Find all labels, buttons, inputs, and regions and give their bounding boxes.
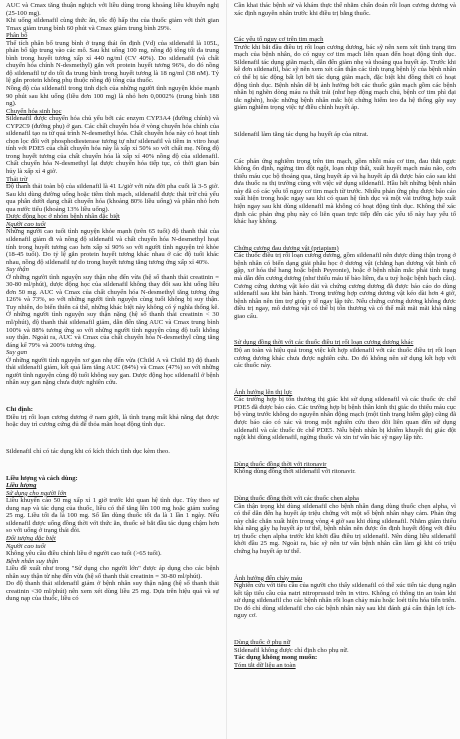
right-paragraph: Các trường hợp bị tổn thương thị giác khi sử dụng sildenafil và các thuốc ức chế PDE5 đã được báo cáo. Các trường hợp bị bệnh thần kinh thị giác do thiếu máu cục bộ vùng trước không do nguyên nhân động mạch (một tình trạng hiếm gặp) cũng đã được báo cáo có xác và trong một nghiên cứu theo dõi liên quan đến sử dụng sildenafil và các thuốc ức chế PDE5. Nếu bệnh nhân bị khiếm khuyết thị giác đột ngột khi dùng sildenafil, ngừng thuốc và xin tư vấn bác sỹ ngay lập tức. xyxy=(234,396,456,442)
right-spacer xyxy=(234,145,456,151)
right-paragraph: Trước khi bắt đầu điều trị rối loạn cương dương, bác sỹ nên xem xét tình trạng tim mạch của bệnh nhân, do có nguy cơ tim mạch liên quan đến hoạt động tình dục. Sildenafil tác dụng giãn mạch, dẫn đến giảm nhẹ và thoáng qua huyết áp. Trước khi kê đơn sildenafil, bác sỹ nên xem xét cẩn thận các tình trạng bệnh lý của bệnh nhân có thể bị tác động bất lợi bởi tác dụng giãn mạch, đặc biệt khi đồng thời có hoạt động tình dục. Bệnh nhân dễ bị ảnh hưởng bởi các thuốc giãn mạch gồm các bệnh nhân bị nghẽn dòng máu ra thất trái (như hẹp động mạch chủ, bệnh cơ tim phì đại tắc nghẽn), hoặc những bệnh nhân mắc hội chứng hiếm teo đa hệ thống gây suy giảm nghiêm trọng việc tự điều chỉnh huyết áp. xyxy=(234,43,456,112)
left-paragraph: Liều đề xuất như trong "Sử dụng cho người lớn" được áp dụng cho các bệnh nhân suy thận từ nhẹ đến vừa (hệ số thanh thải creatinin = 30-80 ml/phút). xyxy=(6,565,219,580)
right-spacer xyxy=(234,232,456,238)
right-section-heading: Sử dụng đồng thời với các thuốc điều trị rối loạn cương dương khác xyxy=(234,339,414,347)
right-paragraph: Sildenafil không được chỉ định cho phụ nữ. xyxy=(234,646,349,654)
right-section-heading: Tóm tắt dữ liệu an toàn xyxy=(234,661,296,669)
right-bold-heading: Tác dụng không mong muốn: xyxy=(234,654,318,662)
left-spacer xyxy=(6,393,219,399)
left-paragraph: Ở những người tình nguyện xơ gan nhẹ đến vừa (Child A và Child B) độ thanh thải sildenafil giảm, kết quả làm tăng AUC (84%) và Cmax (47%) so với những người tình nguyện cùng độ tuổi không suy gan. Dược động học sildenafil ở bệnh nhân suy gan nặng chưa được nghiên cứu. xyxy=(6,356,220,387)
left-paragraph: Thể tích phân bố trung bình ở trạng thái ổn định (Vd) của sildenafil là 105L, phản bố tập trung vào các mô. Sau khi uống 100 mg, nồng độ tổng tối đa trung bình trong huyết tương xấp xỉ 440 ng/ml (CV 40%). Do sildenafil (và chất chuyển hóa chính N-desmethyl) gắn với protein huyết tương 96%, do đó nồng độ sildenafil tự do tối đa trung bình trong huyết tương là 18 ng/ml (38 nM). Tỷ lệ gắn protein không phụ thuộc nồng độ tổng của thuốc. xyxy=(6,39,219,85)
right-spacer xyxy=(234,24,456,30)
left-paragraph: Sildenafil chỉ có tác dụng khi có kích thích tình dục kèm theo. xyxy=(6,447,170,455)
left-bold-heading: Liều lượng và cách dùng: xyxy=(6,474,78,482)
left-spacer xyxy=(6,435,219,441)
left-subsection-heading: Sử dụng cho người lớn xyxy=(6,489,67,497)
right-column xyxy=(234,2,456,669)
column-divider xyxy=(226,0,227,739)
left-bold-heading: Chỉ định: xyxy=(6,406,33,414)
left-section-heading: Chuyển hóa sinh học xyxy=(6,107,62,115)
left-subheading: Suy gan xyxy=(6,349,28,357)
right-section-heading: Ảnh hưởng lên thị lực xyxy=(234,388,293,396)
right-section-heading: Dùng thuốc đồng thời với ritonavir xyxy=(234,460,327,468)
left-subsection-heading: Đối tượng đặc biệt xyxy=(6,535,56,543)
left-paragraph: Do độ thanh thải sildenafil giảm ở bệnh nhân suy thận nặng (hệ số thanh thải creatinin <30 ml/phút) nên xem xét dùng liều 25 mg. Dựa trên hiệu quả và sự dung nạp của thuốc, liều có xyxy=(6,580,219,603)
right-section-heading: Chứng cương đau dương vật (priapism) xyxy=(234,244,339,252)
right-paragraph: Các thuốc điều trị rối loạn cương dương, gồm sildenafil nên được dùng thận trọng ở bệnh nhân có biến dạng giải phẫu học ở dương vật (chẳng hạn dương vật bình cỗ gập, xơ hóa thể hang hoặc bệnh Peyronie), hoặc ở bệnh nhân mắc phải tình trạng mà dẫn đến cương dương (như thiếu máu tế bào liềm, đa u tuỷ hoặc bệnh bạch cầu). xyxy=(234,252,456,282)
right-spacer xyxy=(234,562,456,568)
left-subheading: Bệnh nhân suy thận xyxy=(6,557,59,565)
left-paragraph: AUC và Cmax tăng thuận nghịch với liều dùng trong khoảng liều khuyến nghị (25-100 mg). xyxy=(6,2,219,17)
left-bold-italic-heading: Liều lượng xyxy=(6,482,37,490)
right-paragraph: Các phản ứng nghiêm trọng trên tim mạch, gồm nhồi máu cơ tim, đau thắt ngực không ổn định, ngừng tim đột ngột, loạn nhịp thất, xuất huyết mạch máu não, cơn thiếu máu cục bộ thoáng qua, tăng huyết áp và hạ huyết áp đã được báo cáo sau khi đưa thuốc ra thị trường cùng với việc sử dụng sildenafil. Hầu hết những bệnh nhân này đã có các yếu tố nguy cơ tim mạch từ trước. Nhiều phản ứng phụ được báo cáo xuất hiện trong hoặc ngay sau khi có quan hệ tình dục và một vài trường hợp xuất hiện ngay sau khi dùng sildenafil mà không có hoạt động tình dục. Không thể xác định các phản ứng phụ này có liên quan trực tiếp đến các yếu tố này hay yếu tố khác hay không. xyxy=(234,157,456,226)
left-paragraph: Nồng độ của sildenafil trong tinh dịch của những người tình nguyện khỏe mạnh 90 phút sau khi uống (liều đơn 100 mg) là nhỏ hơn 0,0002% (trung bình 188 ng). xyxy=(6,85,219,108)
left-section-heading: Dược động học ở nhóm bệnh nhân đặc biệt xyxy=(6,213,120,221)
left-paragraph: Không yêu cầu điều chỉnh liều ở người cao tuổi (>65 tuổi). xyxy=(6,550,162,558)
right-section-heading: Các yếu tố nguy cơ trên tim mạch xyxy=(234,36,324,44)
right-paragraph: Nghiên cứu với tiểu cầu của người cho thấy sildenafil có thể xúc tiến tác dụng ngăn kết tập tiểu cầu của natri nitroprussid trên in vitro. Không có thông tin an toàn khi sử dụng sildenafil cho các bệnh nhân rối loạn chảy máu hoặc loét tiêu hóa tiến triển. Do đó chỉ dùng sildenafil cho các bệnh nhân này sau khi đánh giá cẩn thận lợi ích-nguy cơ. xyxy=(234,582,457,620)
left-paragraph: Độ thanh thải toàn bộ của sildenafil là 41 L/giờ với nửa đời pha cuối là 3-5 giờ. Sau khi dùng đường uống hoặc tiêm tĩnh mạch, sildenafil được thải trừ chủ yếu qua phân dưới dạng chất chuyển hóa (khoảng 80% liều uống) và phần nhỏ hơn qua nước tiểu (khoảng 13% liều uống). xyxy=(6,183,219,213)
left-column xyxy=(6,2,219,603)
right-spacer xyxy=(234,448,456,454)
right-section-heading: Ảnh hưởng đến chảy máu xyxy=(234,574,303,582)
right-spacer xyxy=(234,627,456,633)
left-subsection-heading: Người cao tuổi xyxy=(6,220,46,228)
right-spacer xyxy=(234,118,456,124)
right-paragraph: Cần khai thác bệnh sử và khám thực thể nhằm chẩn đoán rối loạn cương dương và xác định nguyên nhân trước khi điều trị bằng thuốc. xyxy=(234,2,456,17)
right-paragraph: Cần thận trọng khi dùng sildenafil cho bệnh nhân đang dùng thuốc chẹn alpha, vì có thể dẫn đến hạ huyết áp triệu chứng với một số bệnh nhân nhạy cảm. Phản ứng này chắc chắn xuất hiện trong vòng 4 giờ sau khi dùng sildenafil. Nhằm giảm thiểu khả năng gây hạ huyết áp tư thế, bệnh nhân nên được ổn định huyết động với điều trị thuốc chẹn alpha trước khi khởi đầu điều trị sildenafil. Nên dùng liều sildenafil khởi đầu 25 mg. Ngoài ra, bác sỹ nên tư vấn bệnh nhân cần làm gì khi có triệu chứng hạ huyết áp tư thế. xyxy=(234,502,456,555)
right-paragraph: Độ an toàn và hiệu quả trong việc kết hợp sildenafil với các thuốc điều trị rối loạn cương dương khác chưa được nghiên cứu. Do đó không nên sử dụng kết hợp với các thuốc này. xyxy=(234,346,456,370)
right-paragraph: Không dùng đồng thời sildenafil với ritonavir. xyxy=(234,468,356,476)
right-section-heading: Dùng thuốc ở phụ nữ xyxy=(234,639,291,647)
left-paragraph: Khi uống sildenafil cùng thức ăn, tốc độ hấp thu của thuốc giảm với thời gian Tmax giảm trung bình 60 phút và Cmax giảm trung bình 29%. xyxy=(6,17,219,32)
right-paragraph: Sildenafil làm tăng tác dụng hạ huyết áp của nitrat. xyxy=(234,130,369,138)
right-section-heading: Dùng thuốc đồng thời với các thuốc chẹn alpha xyxy=(234,495,359,503)
left-paragraph: Liều khuyến cáo 50 mg xấp xỉ 1 giờ trước khi quan hệ tình dục. Tùy theo sự dung nạp và tác dụng của thuốc, liều có thể tăng lên 100 mg hoặc giảm xuống 25 mg. Liều tối đa là 100 mg. Số lần dùng thuốc tối đa là 1 lần 1 ngày. Nếu sildenafil được uống đồng thời với thức ăn, thuốc sẽ bắt đầu tác dụng chậm hơn so với uống ở trạng thái đói. xyxy=(6,497,219,535)
left-section-heading: Thải trừ xyxy=(6,175,28,183)
left-paragraph: Những người cao tuổi tình nguyện khỏe mạnh (trên 65 tuổi) độ thanh thải của sildenafil giảm đi và nồng độ sildenafil và chất chuyển hóa N-desmethyl hoạt tính trong huyết tương cao hơn xấp xỉ 90% so với người tình nguyện trẻ khỏe (18-45 tuổi). Do tỷ lệ gắn protein huyết tương khác nhau ở các độ tuổi khác nhau, nồng độ sildenafil tự do trong huyết tương tăng tương ứng xấp xỉ 40%. xyxy=(6,228,219,266)
right-spacer xyxy=(234,376,456,382)
left-subheading: Người cao tuổi xyxy=(6,542,46,550)
right-spacer xyxy=(234,483,456,489)
left-section-heading: Phân bố xyxy=(6,32,28,40)
left-spacer xyxy=(6,462,219,468)
left-paragraph: Sildenafil được chuyển hóa chủ yếu bởi các enzym CYP3A4 (đường chính) và CYP2C9 (đường phụ) ở gan. Các chất chuyển hóa ở vòng chuyển hóa chính của sildenafil tạo ra từ quá trình N-desmethyl hóa. Chất chuyển hóa này có hoạt tính chọn lọc đối với phosphodiesterase tương tự như sildenafil và tiềm in vitro hoạt tính với PDE5 của chất chuyển hóa này là xấp xỉ 50% so với chất mẹ. Nồng độ trong huyết tương của chất chuyển hóa là xấp xỉ 40% nồng độ của sildenafil. Chất chuyển hóa N-desmethyl lại được chuyển hóa tiếp tục, có thời gian bán hủy là xấp xỉ 4 giờ. xyxy=(6,115,219,176)
left-paragraph: Điều trị rối loạn cương dương ở nam giới, là tình trạng mất khả năng đạt được hoặc duy trì cương cứng đủ để thỏa mãn hoạt động tình dục. xyxy=(6,413,219,429)
left-paragraph: Ở những người tình nguyện suy thận nhẹ đến vừa (hệ số thanh thải creatinin = 30-80 ml/phút), dược động học của sildenafil không thay đổi sau khi uống liều đơn 50 mg. AUC và Cmax của chất chuyển hóa N-desmethyl tăng tương ứng 126% và 73%, so với những người tình nguyện cùng tuổi không bị suy thận. Tuy nhiên, do biến thiên cá thể, những khác biệt này không có ý nghĩa thống kê. Ở những người tình nguyện suy thận nặng (hệ số thanh thải creatinin < 30 ml/phút), độ thanh thải sildenafil giảm, dẫn đến tăng AUC và Cmax trung bình 100% và 88% tương ứng so với những người tình nguyện cùng độ tuổi không suy thận. Ngoài ra, AUC và Cmax của chất chuyển hóa N-desmethyl cũng tăng đáng kể 79% và 200% tương ứng. xyxy=(6,273,219,349)
left-subheading: Suy thận xyxy=(6,266,29,274)
right-paragraph: Cương cứng dương vật kéo dài và chứng cương dương đã được báo cáo do dùng sildenafil sau khi bán hành. Trong trường hợp cương dương vật kéo dài hơn 4 giờ, bệnh nhân nên tìm trợ giúp y tế ngay lập tức. Nếu chứng cương dương không được điều trị ngay, mô dương vật có thể bị tổn thương và có thể mất mãi mãi khả năng giao cấu. xyxy=(234,282,456,320)
right-spacer xyxy=(234,327,456,333)
